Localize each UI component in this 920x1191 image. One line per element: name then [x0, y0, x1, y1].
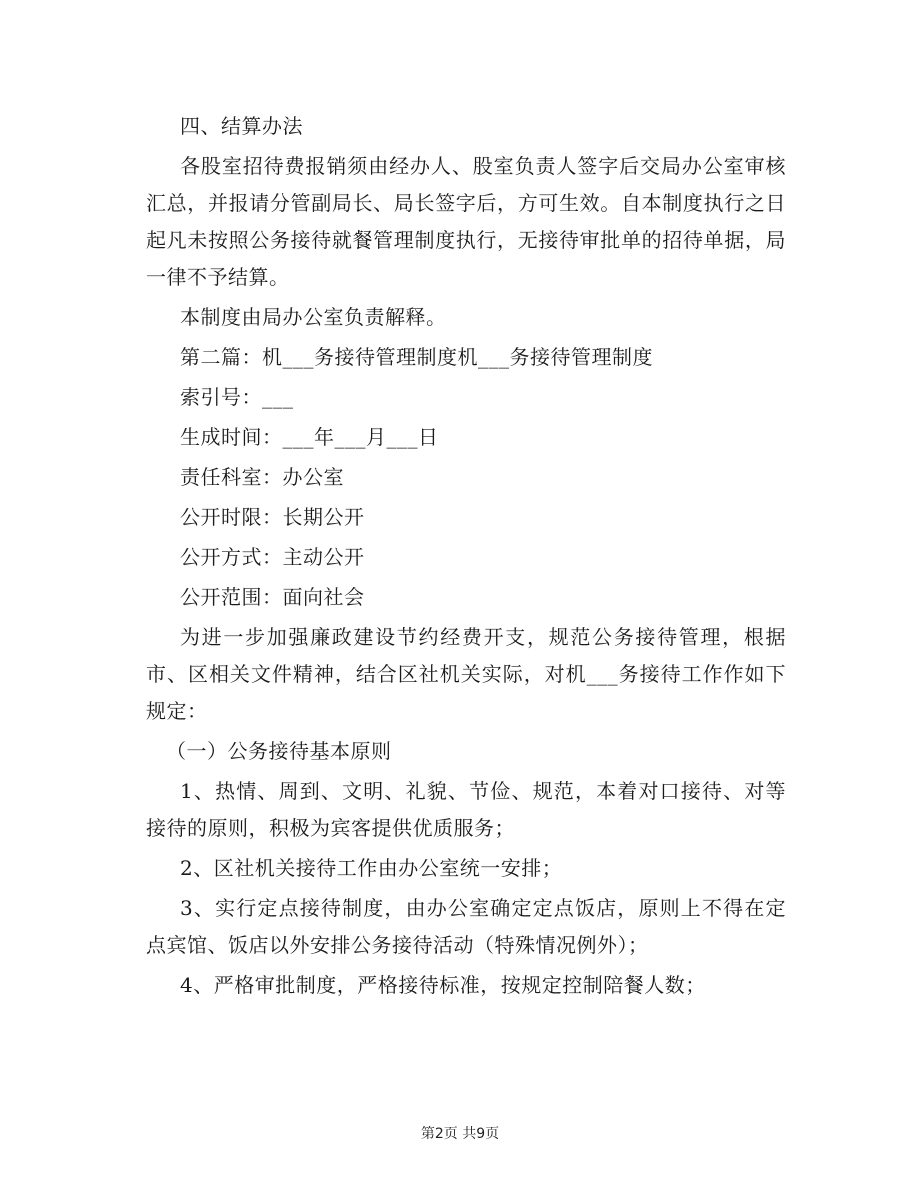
- paragraph-reimbursement: 各股室招待费报销须由经办人、股室负责人签字后交局办公室审核汇总，并报请分管副局长、局长签字后，方可生效。自本制度执行之日起凡未按照公务接待就餐管理制度执行，无接待审批单的招待单据，局一律不予结算。: [146, 154, 786, 289]
- list-item-2: 2、区社机关接待工作由办公室统一安排；: [180, 856, 563, 880]
- paragraph-interpretation: 本制度由局办公室负责解释。: [180, 305, 447, 329]
- list-item-1: 1、热情、周到、文明、礼貌、节俭、规范，本着对口接待、对等接待的原则，积极为宾客提供优质服务；: [146, 779, 786, 840]
- meta-disclosure-method: 公开方式：主动公开: [180, 545, 365, 569]
- paragraph-purpose: 为进一步加强廉政建设节约经费开支，规范公务接待管理，根据市、区相关文件精神，结合区社机关实际，对机___务接待工作作如下规定：: [146, 625, 786, 723]
- section-heading-principles: （一）公务接待基本原则: [166, 739, 392, 763]
- meta-responsible-office: 责任科室：办公室: [180, 465, 344, 489]
- meta-disclosure-scope: 公开范围：面向社会: [180, 585, 365, 609]
- section-heading-settlement: 四、结算办法: [180, 114, 303, 138]
- meta-generated-date: 生成时间：___年___月___日: [180, 425, 439, 449]
- page-number-footer: 第2页 共9页: [420, 1126, 500, 1142]
- list-item-3: 3、实行定点接待制度，由办公室确定定点饭店，原则上不得在定点宾馆、饭店以外安排公务接待活动（特殊情况例外）；: [146, 896, 786, 957]
- document-body: [146, 108, 786, 1007]
- chapter-title-part-two: 第二篇：机___务接待管理制度机___务接待管理制度: [180, 345, 653, 369]
- meta-index-number: 索引号：___: [180, 385, 294, 409]
- list-item-4: 4、严格审批制度，严格接待标准，按规定控制陪餐人数；: [180, 973, 706, 997]
- meta-disclosure-period: 公开时限：长期公开: [180, 505, 365, 529]
